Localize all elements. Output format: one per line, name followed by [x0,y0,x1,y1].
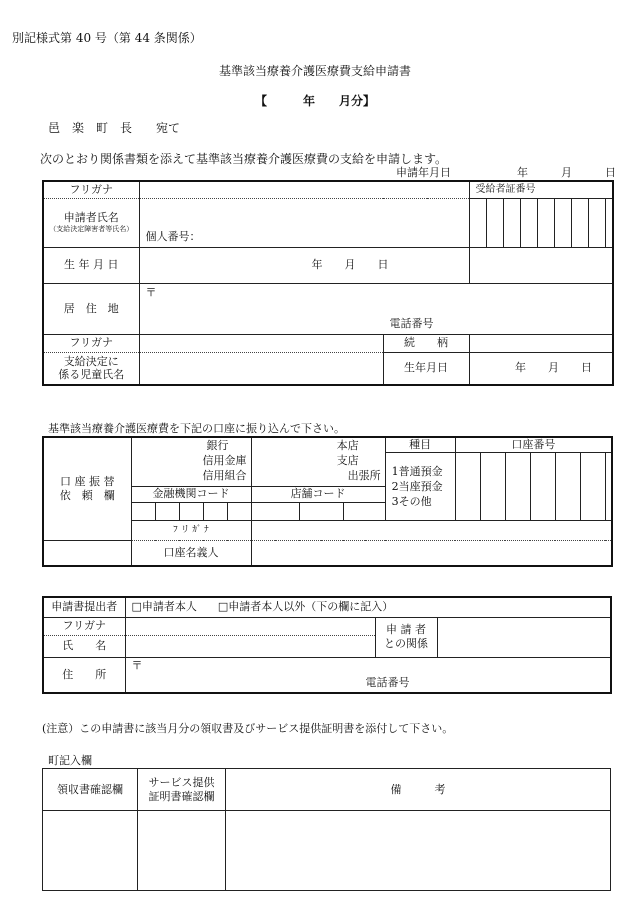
child-furigana-input[interactable] [139,334,383,352]
postal-mark: 〒 [145,285,157,299]
intro-text: 次のとおり関係書類を添えて基準該当療養介護医療費の支給を申請します。 [40,152,448,166]
bank-row-label-2: 依 頼 欄 [59,488,115,502]
submitter-address-label: 住 所 [43,657,125,693]
account-digit-4[interactable] [530,452,555,520]
bank-row-label-cell [43,437,131,540]
service-check-label-2: 証明書確認欄 [148,789,215,803]
remarks-label: 備 考 [226,769,611,811]
submitter-table [42,596,612,694]
recipient-cert-label: 受給者証番号 [469,181,613,198]
child-name-input[interactable] [139,352,383,385]
receipt-check-input[interactable] [43,811,138,891]
child-furigana-label: フリガナ [43,334,139,352]
attachment-note: (注意）この申請書に該当月分の領収書及びサービス提供証明書を添付して下さい。 [42,722,454,735]
bank-type-shinkin: 信用金庫 [202,454,247,467]
applicant-table [42,180,614,386]
office-table [42,768,611,891]
cert-digit-6[interactable] [554,198,571,247]
bank-table [42,436,613,567]
holder-name-input[interactable] [251,540,612,566]
branch-type-sub: 出張所 [347,469,381,482]
child-birth-label: 生年月日 [383,352,469,385]
relation-label: 続 柄 [383,334,469,352]
account-digit-3[interactable] [505,452,530,520]
account-digit-1[interactable] [455,452,480,520]
account-digit-7[interactable] [605,452,612,520]
child-name-label-cell [43,352,139,385]
submitter-address-input[interactable] [125,657,611,693]
addressee: 邑 楽 町 長 宛て [48,121,181,135]
submitter-relation-input[interactable] [437,617,611,657]
account-digit-2[interactable] [480,452,505,520]
option-other-checkbox[interactable]: □申請者本人以外（下の欄に記入） [217,600,394,614]
submitter-postal-mark: 〒 [131,658,143,672]
application-date[interactable]: 申請年月日 年 月 日 [396,166,616,179]
birth-side-blank [469,247,613,283]
submitter-name-input[interactable] [125,635,375,657]
period-field[interactable]: 【 年 月分】 [254,94,375,108]
child-birth-input[interactable]: 年 月 日 [469,352,613,385]
account-type-ordinary: 1普通預金 [391,464,443,478]
service-check-label-1: サービス提供 [148,775,215,789]
cert-digit-4[interactable] [520,198,537,247]
bank-instruction: 基準該当療養介護医療費を下記の口座に振り込んで下さい。 [48,422,345,435]
cert-digit-1[interactable] [469,198,486,247]
bank-code-digit-4[interactable] [203,502,227,520]
option-self-checkbox[interactable]: □申請者本人 [131,600,197,614]
submitter-furigana-input[interactable] [125,617,375,635]
holder-furigana-input[interactable] [251,520,612,540]
account-type-other: 3その他 [391,494,432,508]
form-title: 基準該当療養介護医療費支給申請書 [218,64,411,78]
account-number-header: 口座番号 [455,437,612,452]
submitter-label: 申請書提出者 [43,597,125,617]
bank-type-bank: 銀行 [206,439,229,452]
submitter-relation-label-1: 申 請 者 [386,623,426,637]
child-name-label-2: 係る児童氏名 [58,368,125,382]
cert-digit-9[interactable] [605,198,613,247]
birth-label: 生 年 月 日 [43,247,139,283]
holder-furigana-label: ﾌ リ ｶﾞ ﾅ [131,520,251,540]
submitter-name-label: 氏 名 [43,635,125,657]
child-name-label-1: 支給決定に [63,354,119,368]
service-check-input[interactable] [138,811,226,891]
relation-input[interactable] [469,334,613,352]
furigana-input[interactable] [139,181,469,198]
submitter-relation-label-2: との関係 [384,637,428,650]
remarks-input[interactable] [226,811,611,891]
birth-input[interactable]: 年 月 日 [139,247,469,283]
account-type-current: 2当座預金 [391,479,443,493]
receipt-check-label: 領収書確認欄 [43,769,138,811]
branch-code-digit-1[interactable] [251,502,299,520]
cert-digit-7[interactable] [571,198,588,247]
bank-row-label-1: 口 座 振 替 [60,475,115,489]
submitter-options[interactable] [125,597,611,617]
bank-type-kumiai: 信用組合 [202,469,247,482]
applicant-name-input[interactable] [139,198,469,247]
holder-label: 口座名義人 [131,540,251,566]
account-digit-5[interactable] [555,452,580,520]
applicant-name-label-cell [43,198,139,247]
service-check-label-cell [138,769,226,811]
branch-code-label: 店舗コード [251,486,385,502]
my-number-label: 個人番号： [145,229,201,243]
office-section-title: 町記入欄 [48,754,92,767]
bank-name-input[interactable] [131,437,251,486]
branch-code-digit-2[interactable] [299,502,343,520]
submitter-furigana-label: フリガナ [43,617,125,635]
branch-type-branch: 支店 [336,454,359,467]
submitter-phone-label: 電話番号 [365,675,410,689]
cert-digit-3[interactable] [503,198,520,247]
account-type-header: 種目 [385,437,455,452]
address-input[interactable] [139,283,613,334]
cert-digit-2[interactable] [486,198,503,247]
bank-code-digit-3[interactable] [179,502,203,520]
cert-digit-8[interactable] [588,198,605,247]
branch-name-input[interactable] [251,437,385,486]
branch-code-digit-3[interactable] [343,502,385,520]
phone-label: 電話番号 [389,316,434,330]
applicant-name-label: 申請者氏名 [63,211,119,225]
branch-type-main: 本店 [336,439,359,452]
bank-code-digit-5[interactable] [227,502,251,520]
submitter-relation-label-cell [375,617,437,657]
furigana-label: フリガナ [43,181,139,198]
cert-digit-5[interactable] [537,198,554,247]
address-label: 居 住 地 [43,283,139,334]
account-type-options[interactable] [385,452,455,520]
bank-code-digit-1[interactable] [131,502,155,520]
bank-code-digit-2[interactable] [155,502,179,520]
form-number: 別記様式第 40 号（第 44 条関係） [12,31,202,45]
applicant-name-sub-label: （支給決定障害者等氏名） [49,225,134,233]
bank-label-spacer [43,540,131,566]
account-digit-6[interactable] [580,452,605,520]
bank-code-label: 金融機関コード [131,486,251,502]
